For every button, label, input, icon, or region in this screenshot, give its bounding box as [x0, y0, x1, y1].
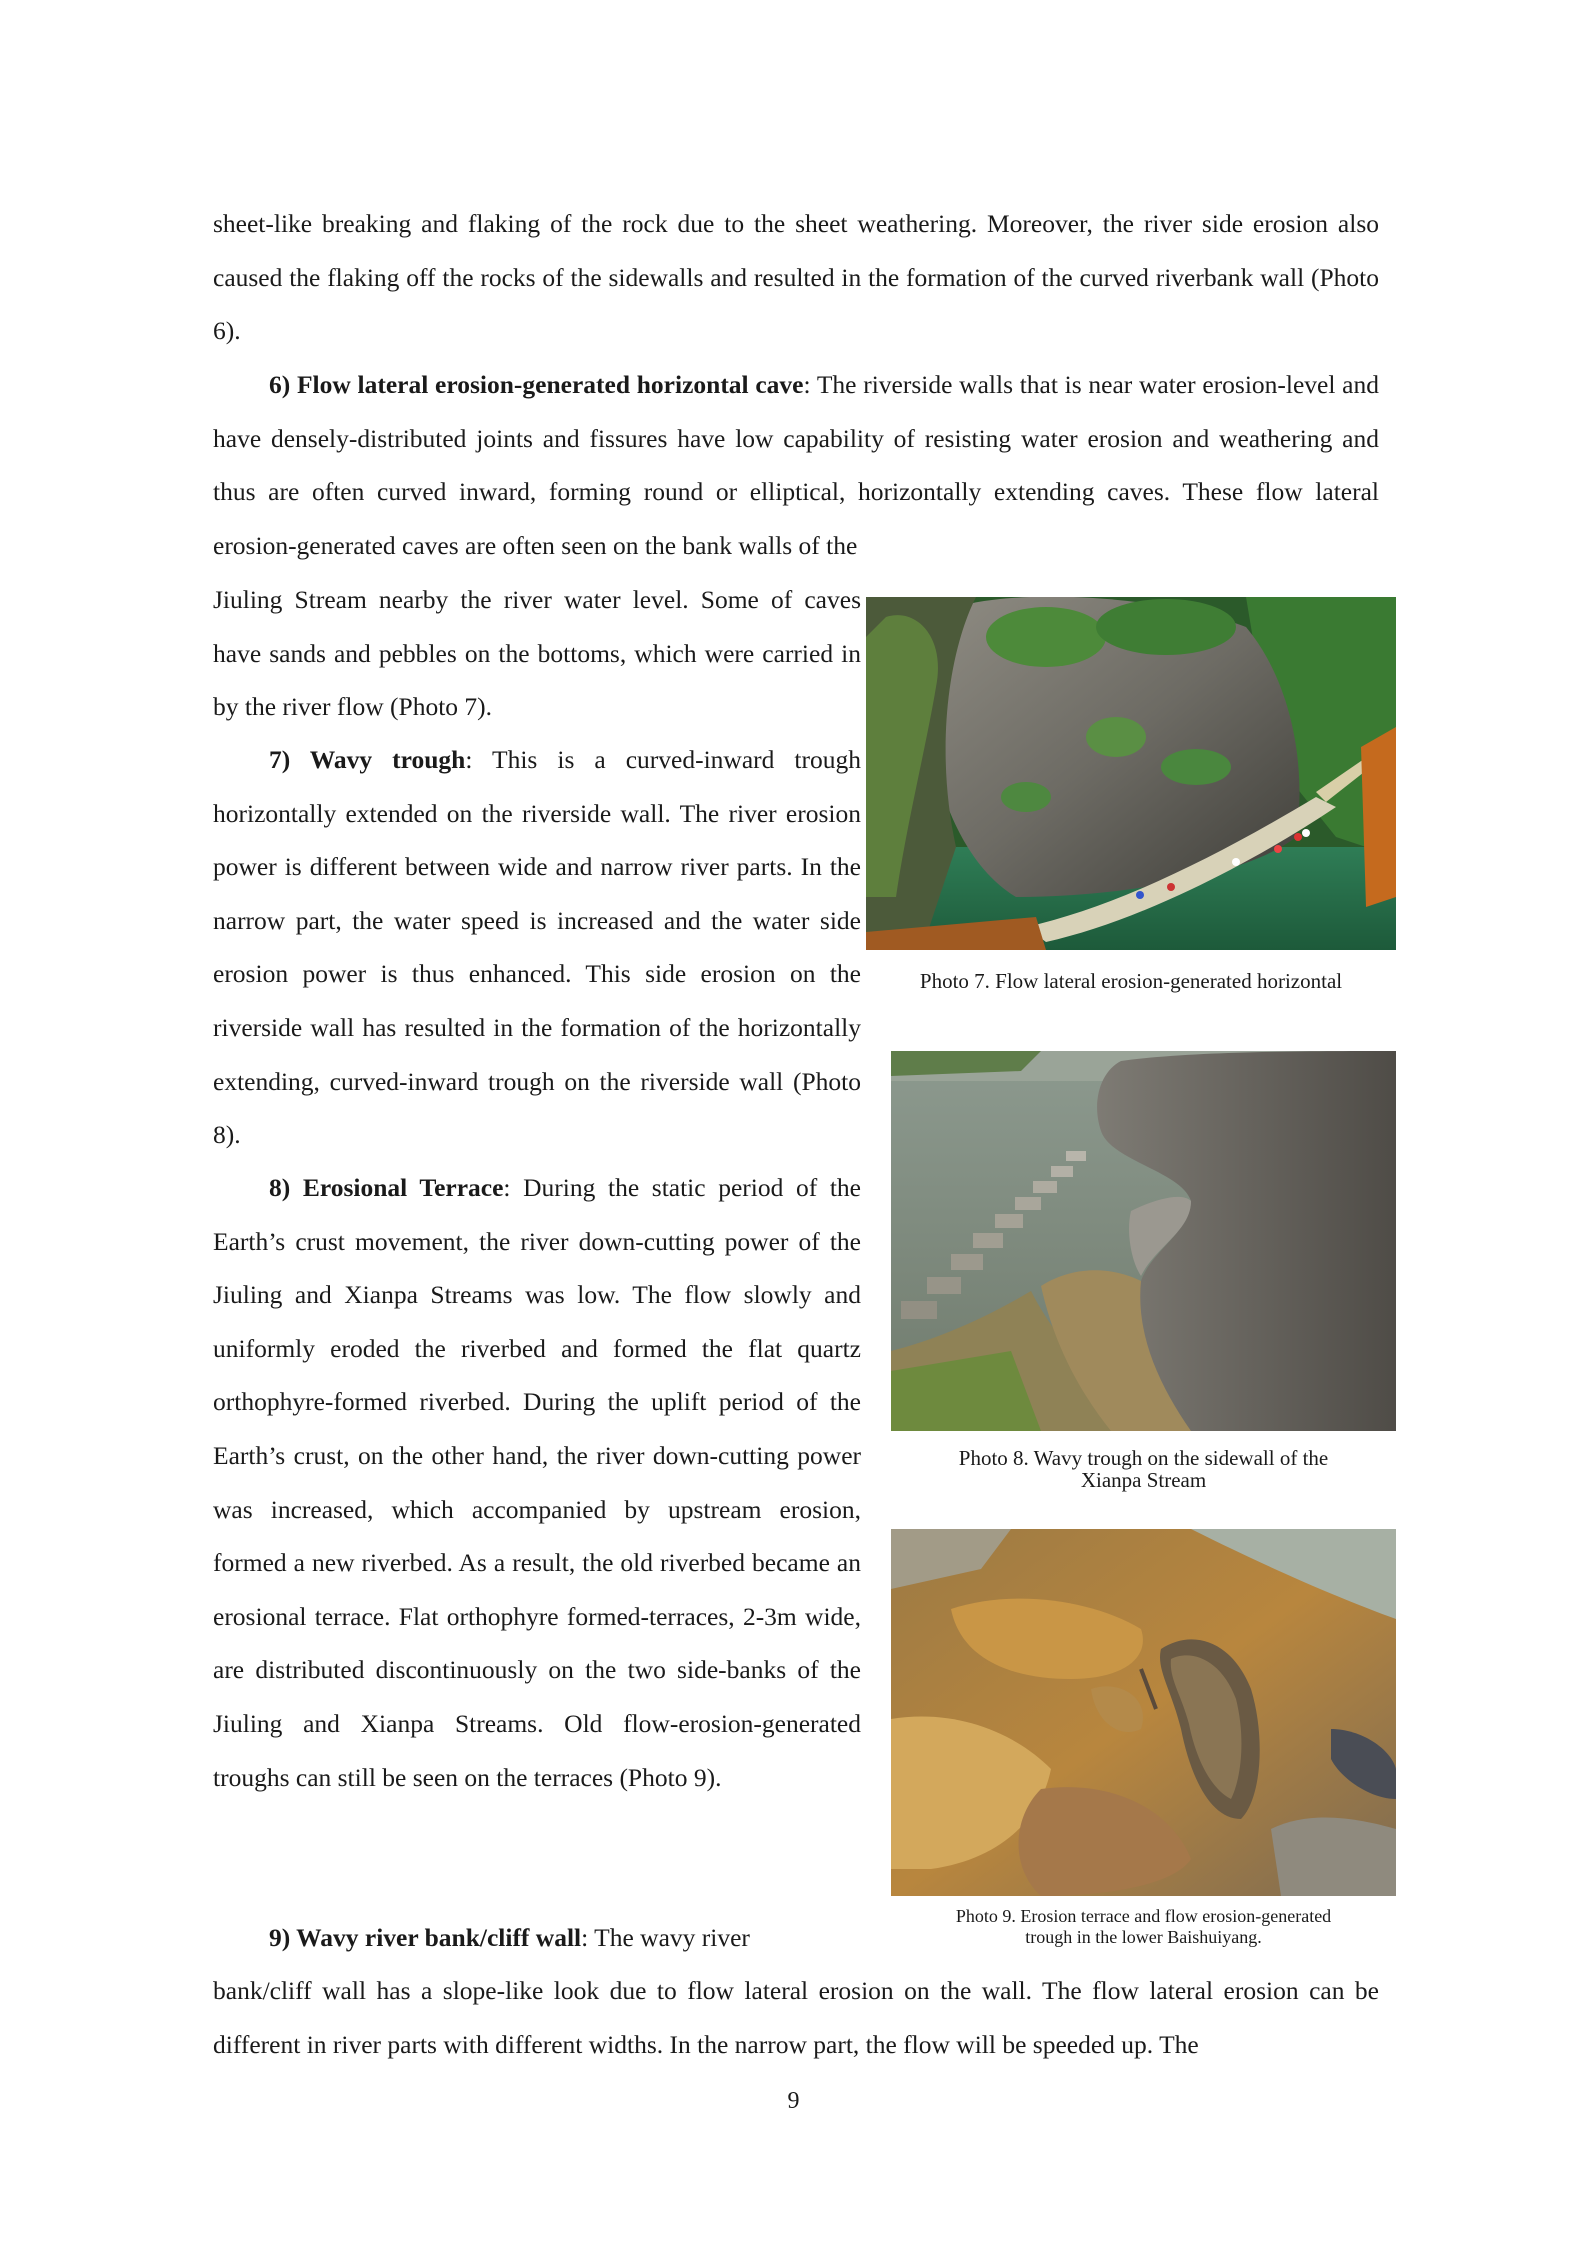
paragraph-sheet-weathering: sheet-like breaking and flaking of the rock due to the sheet weathering. Moreover, the river side erosion also caused the flaking off the rocks of the sidewalls and resulted in the formation of the curved riverbank wall (Photo 6).	[213, 209, 1379, 346]
heading-wavy-trough: 7) Wavy trough	[269, 745, 466, 774]
photo-8-caption-line-1: Photo 8. Wavy trough on the sidewall of the	[958, 1446, 1329, 1470]
heading-erosional-terrace: 8) Erosional Terrace	[269, 1173, 504, 1202]
photo-7-caption: Photo 7. Flow lateral erosion-generated horizontal	[919, 969, 1343, 993]
photo-9-caption-line-1: Photo 9. Erosion terrace and flow erosion-generated	[955, 1906, 1332, 1926]
paragraph-wavy-trough: 7) Wavy trough: This is a curved-inward trough horizontally extended on the riverside wall. The river erosion power is different between wide and narrow river parts. In the narrow part, the water speed is increased and the water side erosion power is thus enhanced. This side erosion on the riverside wall has resulted in the formation of the horizontally extending, curved-inward trough on the riverside wall (Photo 8).	[213, 745, 861, 1150]
photo-9-caption-line-2: trough in the lower Baishuiyang.	[1025, 1927, 1262, 1947]
heading-horizontal-cave: 6) Flow lateral erosion-generated horizontal cave	[269, 370, 804, 399]
page-number: 9	[787, 2088, 800, 2114]
paragraph-horizontal-cave-continued: Jiuling Stream nearby the river water level. Some of caves have sands and pebbles on the bottoms, which were carried in by the river flow (Photo 7).	[213, 585, 861, 722]
paragraph-wavy-cliff-wall-continued: bank/cliff wall has a slope-like look due to flow lateral erosion on the wall. The flow lateral erosion can be different in river parts with different widths. In the narrow part, the flow will be speeded up. The	[213, 1976, 1379, 2059]
photo-9-caption	[891, 1906, 1396, 1948]
photo-8-caption-line-2: Xianpa Stream	[1080, 1468, 1207, 1492]
heading-wavy-cliff-wall: 9) Wavy river bank/cliff wall	[269, 1923, 582, 1952]
paragraph-wavy-cliff-wall: 9) Wavy river bank/cliff wall: The wavy river	[269, 1923, 750, 1952]
photo-8-caption	[891, 1447, 1396, 1491]
paragraph-horizontal-cave: 6) Flow lateral erosion-generated horizontal cave: The riverside walls that is near water erosion-level and have densely-distributed joints and fissures have low capability of resisting water erosion and weathering and thus are often curved inward, forming round or elliptical, horizontally extending caves. These flow lateral erosion-generated caves are often seen on the bank walls of the	[213, 370, 1379, 560]
photo-9-erosion-terrace	[891, 1529, 1396, 1896]
paragraph-erosional-terrace: 8) Erosional Terrace: During the static period of the Earth’s crust movement, the river down-cutting power of the Jiuling and Xianpa Streams was low. The flow slowly and uniformly eroded the riverbed and formed the flat quartz orthophyre-formed riverbed. During the uplift period of the Earth’s crust, on the other hand, the river down-cutting power was increased, which accompanied by upstream erosion, formed a new riverbed. As a result, the old riverbed became an erosional terrace. Flat orthophyre formed-terraces, 2-3m wide, are distributed discontinuously on the two side-banks of the Jiuling and Xianpa Streams. Old flow-erosion-generated troughs can still be seen on the terraces (Photo 9).	[213, 1173, 861, 1792]
photo-7-horizontal-cave	[866, 597, 1396, 950]
photo-8-wavy-trough	[891, 1051, 1396, 1431]
